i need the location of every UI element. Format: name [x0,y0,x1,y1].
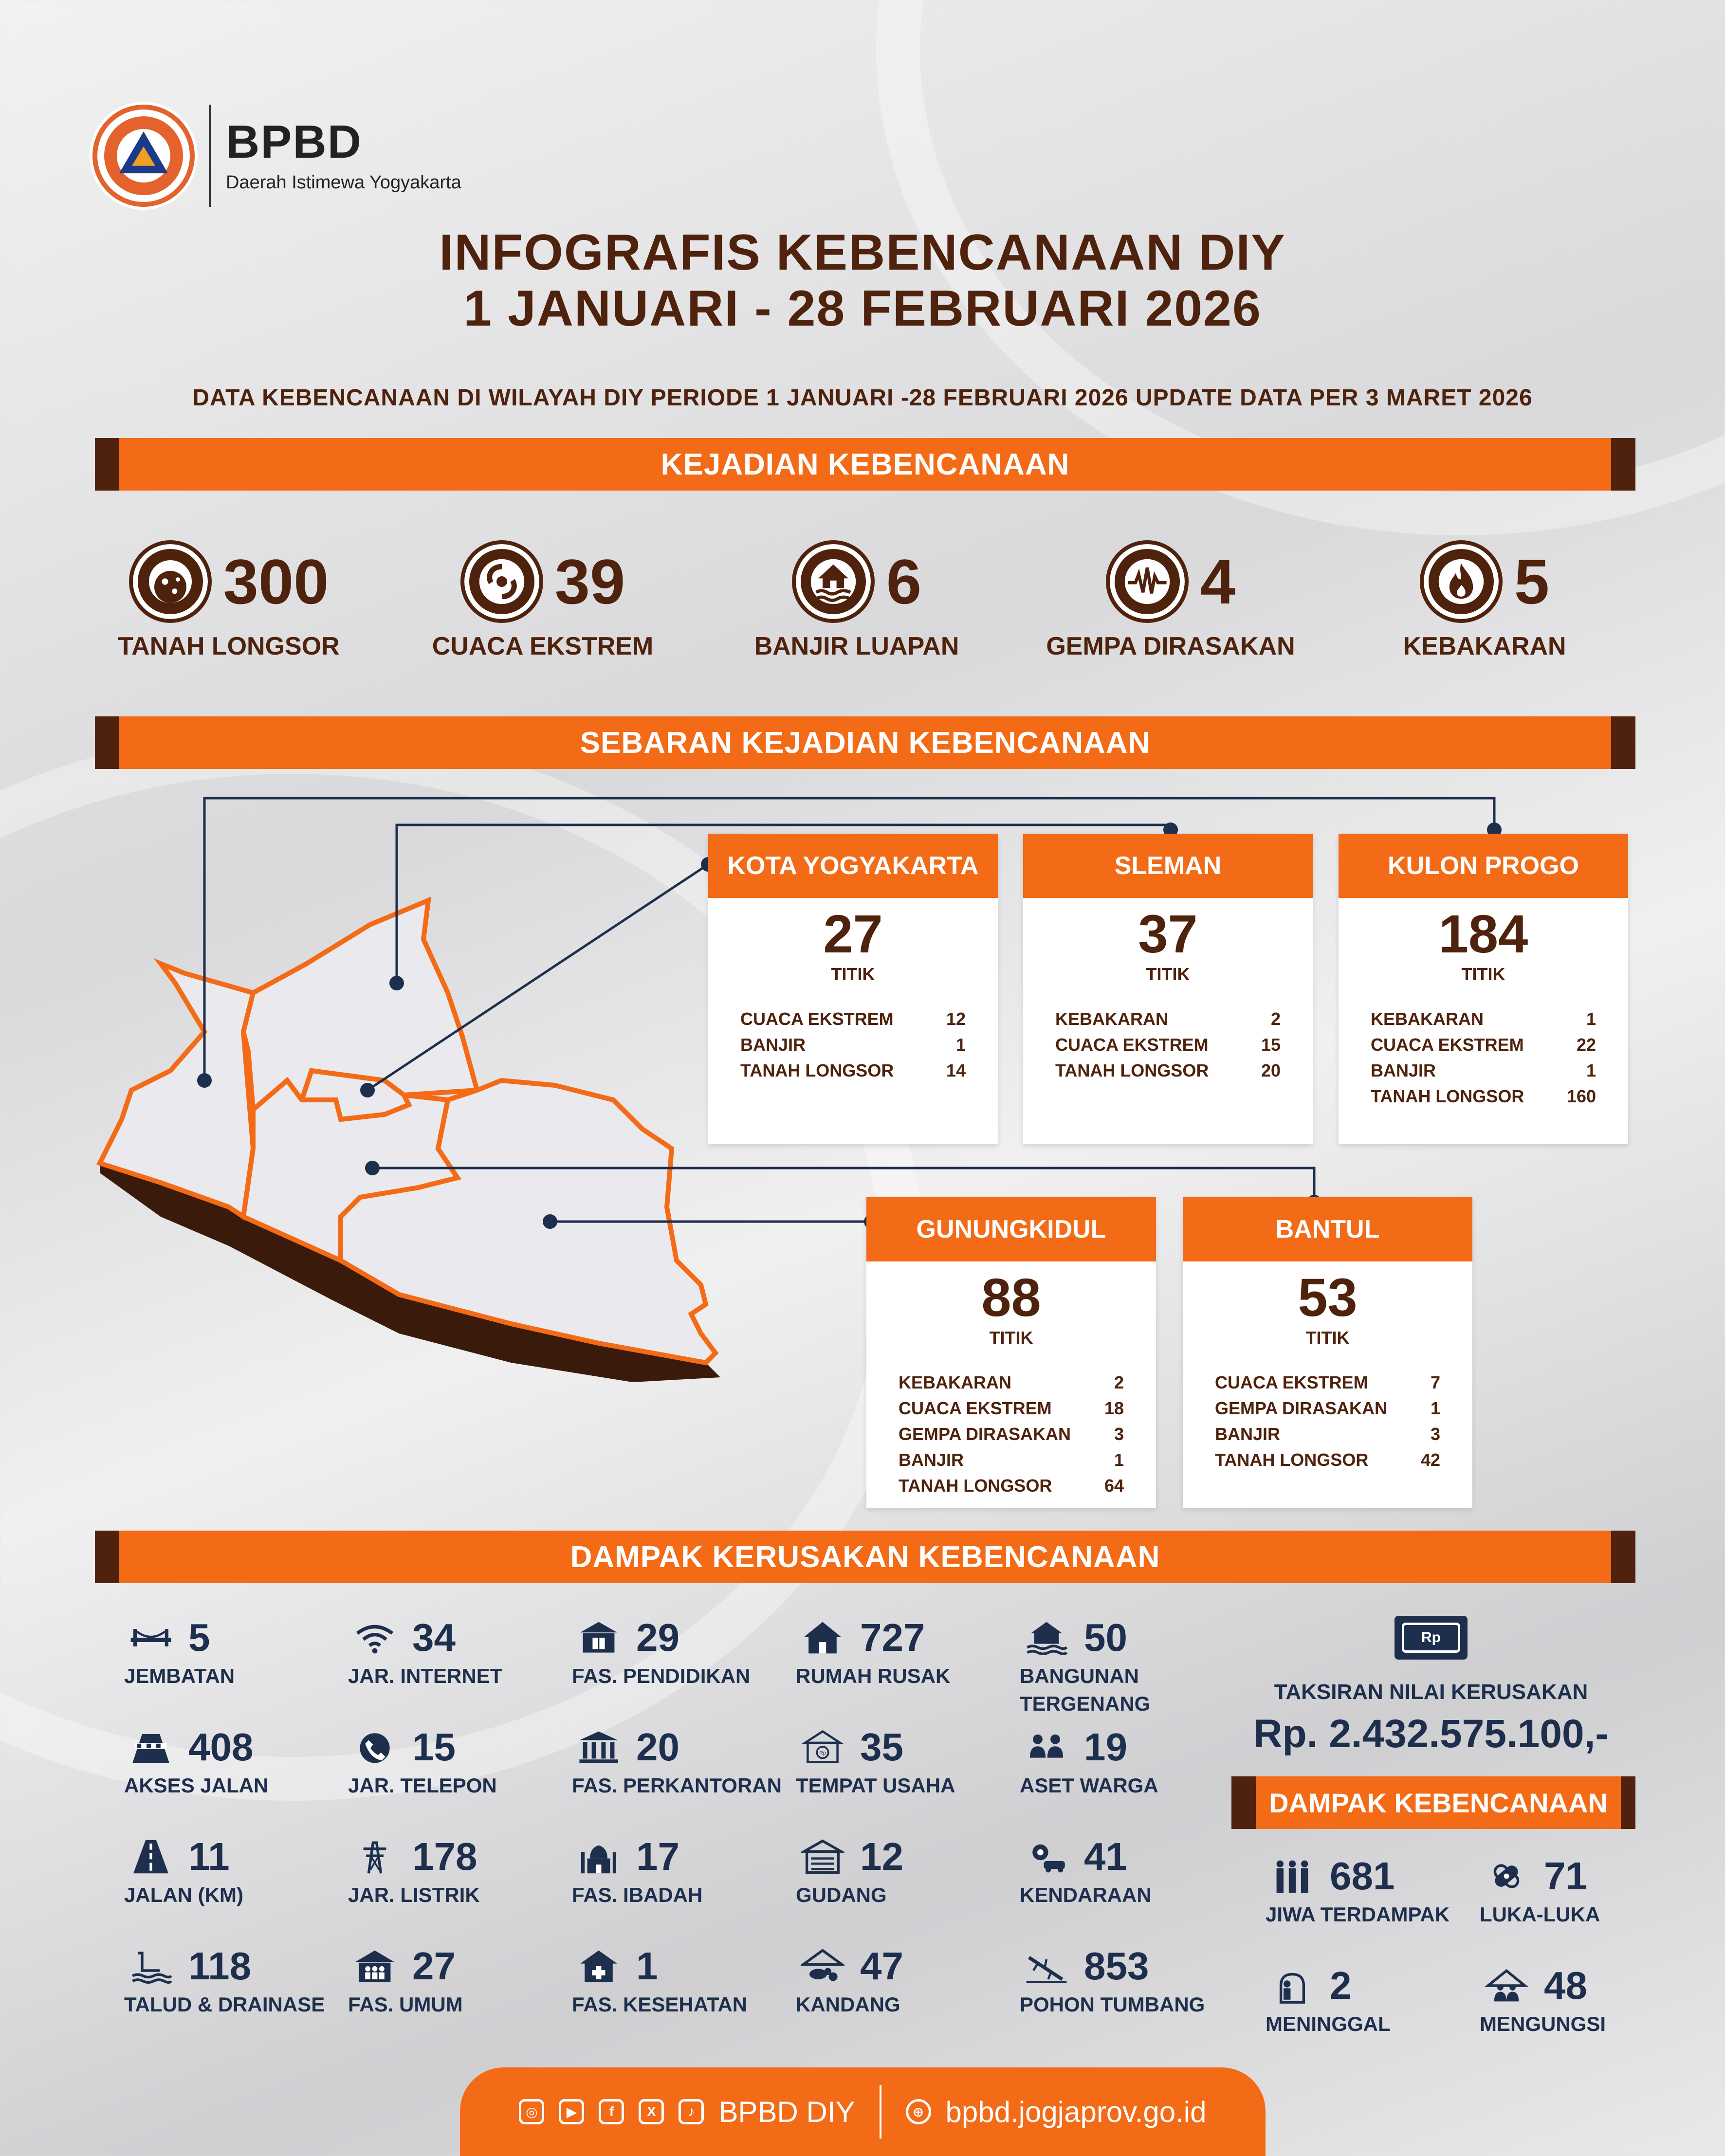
brand-name: BPBD [226,115,363,168]
gear-car-icon [1020,1835,1073,1879]
region-row: KEBAKARAN 2 [899,1372,1124,1392]
website-link[interactable]: bpbd.jogjaprov.go.id [945,2095,1207,2128]
taksiran-value: Rp. 2.432.575.100,- [1253,1712,1609,1756]
impact-label: TALUD & DRAINASE [124,1993,325,2016]
region-row: CUACA EKSTREM 15 [1055,1035,1281,1055]
impact-count: 727 [860,1616,925,1659]
svg-text:Rp: Rp [819,1750,826,1756]
impact-count: 35 [860,1725,903,1769]
impact-grid [124,1616,1244,2044]
page-title: INFOGRAFIS KEBENCANAAN DIY [439,224,1286,281]
impact-label: ASET WARGA [1020,1774,1158,1797]
impact-count: 47 [860,1944,903,1988]
footer-divider [880,2085,881,2138]
kejadian-item [102,540,355,661]
impact-item [796,1835,1020,1944]
kejadian-count: 4 [1200,546,1236,617]
dampak-item [1480,1964,1635,2073]
page-subtitle: DATA KEBENCANAAN DI WILAYAH DIY PERIODE 1 JANUARI -28 FEBRUARI 2026 UPDATE DATA PER 3 MARET 2026 [192,385,1533,411]
impact-count: 178 [412,1835,477,1878]
impact-count: 27 [412,1944,456,1988]
kejadian-label: GEMPA DIRASAKAN [1046,632,1295,660]
earthquake-icon [1106,540,1189,623]
region-row: GEMPA DIRASAKAN 1 [1215,1398,1440,1418]
region-total: 184 [1438,904,1528,964]
dampak-label: JIWA TERDAMPAK [1266,1903,1450,1926]
region-name: KULON PROGO [1339,834,1628,898]
shop-icon [796,1725,849,1769]
region-name: GUNUNGKIDUL [866,1197,1156,1261]
road-block-icon [124,1725,178,1769]
dampak-grid [1266,1854,1635,2073]
fallen-tree-icon [1020,1944,1073,1988]
impact-item [124,1725,348,1835]
mosque-icon [572,1835,625,1879]
refugee-icon [1480,1964,1533,2008]
dampak-kerusakan-title: DAMPAK KERUSAKAN KEBENCANAAN [570,1540,1160,1574]
impact-item [348,1725,572,1835]
drainage-icon [124,1944,178,1988]
health-icon [572,1944,625,1988]
impact-count: 19 [1084,1725,1127,1769]
region-name: KOTA YOGYAKARTA [708,834,998,898]
region-row: KEBAKARAN 1 [1371,1009,1596,1029]
map-dot [197,1073,212,1088]
impact-label: JAR. TELEPON [348,1774,497,1797]
facebook-icon[interactable]: f [599,2099,624,2124]
people-icon [1020,1725,1073,1769]
sebaran-banner [95,716,1635,769]
impact-count: 5 [188,1616,210,1659]
impact-item [1020,1944,1244,2054]
impact-label: JALAN (KM) [124,1883,243,1906]
impact-count: 34 [412,1616,456,1659]
brand-sub: Daerah Istimewa Yogyakarta [226,172,461,193]
impact-item [572,1616,796,1725]
impact-count: 41 [1084,1835,1127,1878]
dampak-kerusakan-banner [95,1531,1635,1583]
impact-item [124,1835,348,1944]
region-total: 88 [981,1268,1041,1328]
impact-label: FAS. PERKANTORAN [572,1774,782,1797]
impact-label: JAR. LISTRIK [348,1883,480,1906]
region-total: 53 [1298,1268,1358,1328]
footer-bar [460,2067,1266,2156]
impact-label: FAS. UMUM [348,1993,463,2016]
titik-label: TITIK [1146,964,1190,984]
dampak-label: LUKA-LUKA [1480,1903,1600,1926]
impact-item [572,1725,796,1835]
kejadian-count: 5 [1514,546,1550,617]
public-facility-icon [348,1944,402,1988]
dampak-label: MENINGGAL [1266,2012,1391,2035]
region-row: TANAH LONGSOR 42 [1215,1450,1440,1470]
dampak-item [1266,1964,1480,2073]
dampak-item [1480,1854,1635,1964]
region-row: BANJIR 1 [1371,1060,1596,1080]
kejadian-title: KEJADIAN KEBENCANAAN [661,447,1070,481]
kejadian-label: TANAH LONGSOR [118,632,340,660]
titik-label: TITIK [989,1328,1033,1348]
region-row: BANJIR 1 [899,1450,1124,1470]
sebaran-title: SEBARAN KEJADIAN KEBENCANAAN [580,726,1151,760]
x-twitter-icon[interactable]: X [639,2099,664,2124]
region-name: SLEMAN [1023,834,1313,898]
impact-item [572,1835,796,1944]
instagram-icon[interactable]: ◎ [519,2099,544,2124]
dampak-count: 71 [1544,1854,1587,1898]
impact-label: FAS. IBADAH [572,1883,703,1906]
impact-item [348,1835,572,1944]
bridge-icon [124,1616,178,1660]
region-card-kota-yogyakarta [708,834,998,1144]
impact-count: 20 [636,1725,679,1769]
school-icon [572,1616,625,1660]
impact-count: 11 [188,1835,230,1878]
kejadian-label: KEBAKARAN [1403,632,1566,660]
office-icon [572,1725,625,1769]
region-total: 27 [823,904,883,964]
bandage-icon [1480,1854,1533,1898]
kejadian-item [1358,540,1611,661]
impact-label: KENDARAAN [1020,1883,1152,1906]
road-icon [124,1835,178,1879]
region-card-gunungkidul [866,1197,1156,1508]
impact-item [1020,1725,1244,1835]
region-name: BANTUL [1183,1197,1472,1261]
impact-label: JAR. INTERNET [348,1664,503,1687]
titik-label: TITIK [1305,1328,1350,1348]
region-row: CUACA EKSTREM 7 [1215,1372,1440,1392]
money-icon: Rp [1395,1616,1468,1660]
impact-label: RUMAH RUSAK [796,1664,951,1687]
tower-icon [348,1835,402,1879]
impact-count: 12 [860,1835,903,1878]
region-row: CUACA EKSTREM 12 [740,1009,966,1029]
kejadian-item [416,540,669,661]
impact-count: 408 [188,1725,254,1769]
impact-label: TEMPAT USAHA [796,1774,955,1797]
impact-count: 1 [636,1944,658,1988]
kejadian-count: 6 [886,546,922,617]
kejadian-banner [95,438,1635,491]
impact-label: GUDANG [796,1883,887,1906]
affected-people-icon [1266,1854,1319,1898]
impact-label: FAS. PENDIDIKAN [572,1664,751,1687]
impact-item [572,1944,796,2054]
phone-icon [348,1725,402,1769]
impact-label: BANGUNAN TERGENANG [1020,1664,1151,1715]
social-handle: BPBD DIY [718,2095,855,2128]
impact-item [124,1616,348,1725]
impact-count: 118 [188,1944,252,1988]
map-dot [365,1161,380,1175]
barn-icon [796,1944,849,1988]
taksiran-box [1253,1616,1609,1757]
map-dot [389,976,404,990]
map-dot [543,1214,557,1229]
map-dot [360,1083,375,1097]
impact-label: KANDANG [796,1993,900,2016]
taksiran-label: TAKSIRAN NILAI KERUSAKAN [1274,1680,1588,1704]
tiktok-icon[interactable]: ♪ [679,2099,704,2124]
dampak-label: MENGUNGSI [1480,2012,1606,2035]
impact-item [124,1944,348,2054]
kejadian-label: CUACA EKSTREM [432,632,654,660]
region-row: BANJIR 1 [740,1035,966,1055]
region-row: TANAH LONGSOR 20 [1055,1060,1281,1080]
landslide-icon [129,540,212,623]
region-row: KEBAKARAN 2 [1055,1009,1281,1029]
brand-logo [92,102,492,209]
titik-label: TITIK [1461,964,1505,984]
dampak-count: 2 [1330,1964,1352,2007]
kejadian-item [1044,540,1297,661]
kejadian-label: BANJIR LUAPAN [754,632,959,660]
impact-item [348,1616,572,1725]
dampak-count: 681 [1330,1854,1395,1898]
kejadian-row [102,540,1611,661]
region-row: GEMPA DIRASAKAN 3 [899,1424,1124,1444]
kejadian-item [730,540,983,661]
wifi-icon [348,1616,402,1660]
region-row: CUACA EKSTREM 18 [899,1398,1124,1418]
region-total: 37 [1138,904,1198,964]
impact-label: AKSES JALAN [124,1774,269,1797]
region-card-sleman [1023,834,1313,1144]
page-title-period: 1 JANUARI - 28 FEBRUARI 2026 [463,280,1262,337]
impact-count: 17 [636,1835,679,1878]
house-icon [796,1616,849,1660]
region-card-kulon-progo [1339,834,1628,1144]
fire-icon [1420,540,1503,623]
impact-item [796,1616,1020,1725]
impact-count: 15 [412,1725,456,1769]
impact-item [1020,1835,1244,1944]
globe-icon: ⊕ [906,2099,931,2124]
region-row: TANAH LONGSOR 14 [740,1060,966,1080]
impact-label: JEMBATAN [124,1664,235,1687]
youtube-icon[interactable]: ▶ [559,2099,584,2124]
impact-item [796,1725,1020,1835]
dampak-item [1266,1854,1480,1964]
region-row: TANAH LONGSOR 160 [1371,1086,1596,1106]
death-icon [1266,1964,1319,2008]
kejadian-count: 300 [223,546,329,617]
flood-icon [792,540,875,623]
impact-item [1020,1616,1244,1725]
kejadian-count: 39 [554,546,625,617]
region-card-bantul [1183,1197,1472,1508]
impact-label: FAS. KESEHATAN [572,1993,748,2016]
impact-item [348,1944,572,2054]
impact-item [796,1944,1020,2054]
flooded-building-icon [1020,1616,1073,1660]
dampak-title: DAMPAK KEBENCANAAN [1269,1787,1608,1818]
impact-label: POHON TUMBANG [1020,1993,1205,2016]
impact-count: 29 [636,1616,679,1659]
cyclone-icon [460,540,543,623]
region-row: BANJIR 3 [1215,1424,1440,1444]
region-row: CUACA EKSTREM 22 [1371,1035,1596,1055]
dampak-count: 48 [1544,1964,1587,2007]
titik-label: TITIK [831,964,875,984]
dampak-banner [1231,1776,1635,1829]
impact-count: 50 [1084,1616,1127,1659]
impact-count: 853 [1084,1944,1149,1988]
region-row: TANAH LONGSOR 64 [899,1476,1124,1496]
bpbd-emblem [92,105,195,207]
warehouse-icon [796,1835,849,1879]
